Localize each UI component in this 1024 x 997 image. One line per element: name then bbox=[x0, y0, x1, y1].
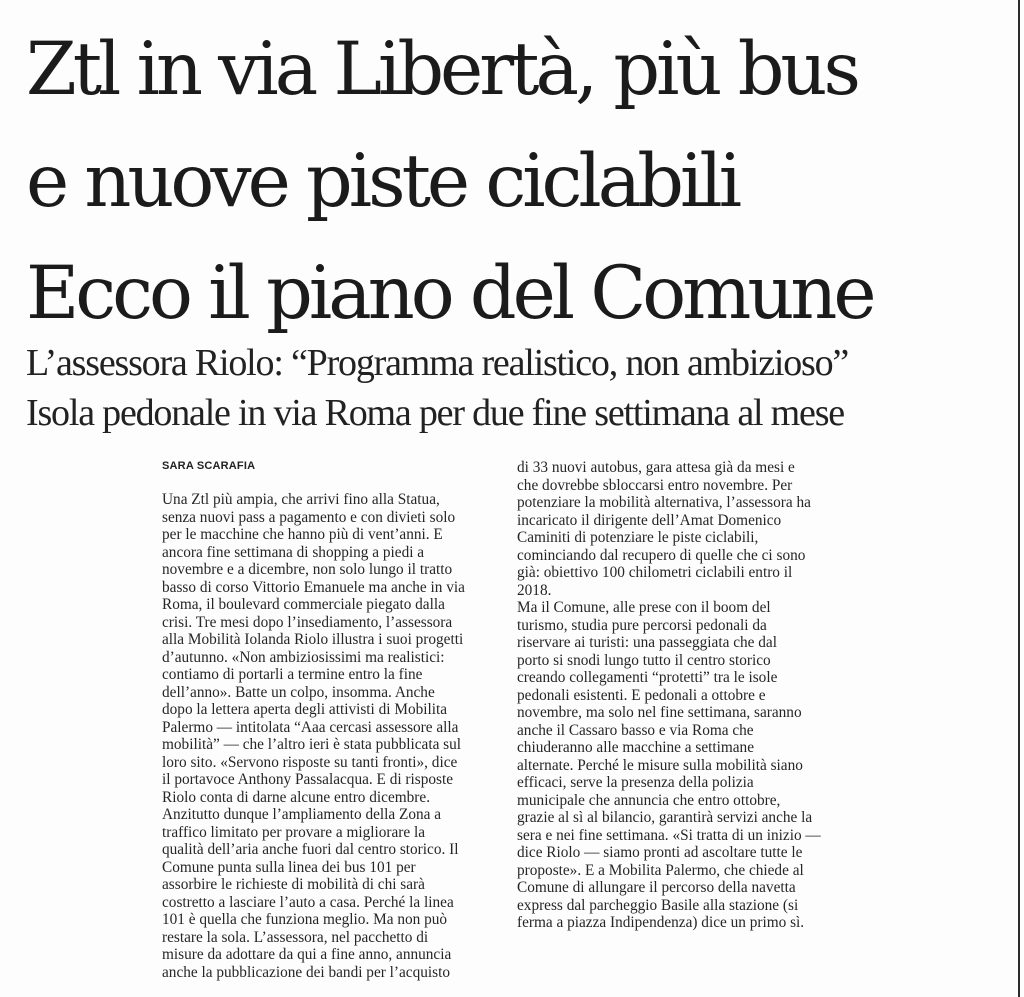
article-text-line: Riolo conta di darne alcune entro dicembre. bbox=[162, 788, 431, 806]
article-text-line: efficaci, serve la presenza della polizia bbox=[517, 774, 754, 791]
article-text-line: novembre e a dicembre, non solo lungo il tratto bbox=[162, 561, 453, 578]
subhead-line: Isola pedonale in via Roma per due fine settimana al mese bbox=[26, 392, 844, 434]
article-text-line: grazie al sì al bilancio, garantirà servizi anche la bbox=[517, 809, 813, 826]
article-text-line: turismo, studia pure percorsi pedonali da bbox=[517, 616, 767, 634]
article-text-line: cominciando dal recupero di quelle che ci sono bbox=[517, 546, 806, 564]
article-text-line: 101 è quella che funziona meglio. Ma non può bbox=[162, 911, 448, 928]
headline bbox=[26, 14, 1016, 350]
article-text-line: alla Mobilità Iolanda Riolo illustra i suoi progetti bbox=[162, 631, 464, 648]
article-text-line: anche la pubblicazione dei bandi per l’acquisto bbox=[162, 963, 450, 981]
article-text-line: riservare ai turisti: una passeggiata che dal bbox=[517, 634, 777, 651]
article-text-line: basso di corso Vittorio Emanuele ma anche in via bbox=[162, 578, 465, 596]
article-text-line: express dal parcheggio Basile alla stazione (si bbox=[517, 896, 799, 914]
article-text-line: d’autunno. «Non ambiziosissimi ma realistici: bbox=[162, 648, 445, 666]
headline-line: Ztl in via Libertà, più bus bbox=[26, 27, 857, 112]
subhead-line: L’assessora Riolo: “Programma realistico, non ambizioso” bbox=[26, 342, 849, 384]
article-text-line: dell’anno». Batte un colpo, insomma. Anche bbox=[162, 683, 435, 701]
article-text-line: 2018. bbox=[517, 581, 552, 599]
article-column-right bbox=[517, 459, 862, 932]
article-text-line: costretto a lasciare l’auto a casa. Perché la linea bbox=[162, 893, 454, 911]
article-text-line: sera e nei fine settimana. «Si tratta di un inizio — bbox=[517, 826, 821, 844]
article-text-line: restare la sola. L’assessora, nel pacchetto di bbox=[162, 928, 429, 946]
article-text-line: Anzitutto dunque l’ampliamento della Zona a bbox=[162, 806, 442, 823]
article-text-line: assorbire le richieste di mobilità di chi sarà bbox=[162, 876, 425, 893]
article-text-line: incaricato il dirigente dell’Amat Domenico bbox=[517, 511, 782, 529]
article-text-line: chiuderanno alle macchine a settimane bbox=[517, 739, 754, 756]
article-text-line: potenziare la mobilità alternativa, l’assessora ha bbox=[517, 494, 811, 511]
byline: SARA SCARAFIA bbox=[162, 460, 256, 472]
article-text-line: misure da adottare da qui a fine anno, annuncia bbox=[162, 946, 452, 963]
article-text-line: traffico limitato per provare a migliorare la bbox=[162, 823, 426, 841]
article-text-line: alternate. Perché le misure sulla mobilità siano bbox=[517, 756, 803, 774]
article-text-line: di 33 nuovi autobus, gara attesa già da mesi e bbox=[517, 459, 795, 476]
article-text-line: per le macchine che hanno più di vent’anni. E bbox=[162, 526, 443, 543]
article-text-line: loro sito. «Servono risposte su tanti fronti», dice bbox=[162, 753, 458, 771]
article-text-line: municipale che annuncia che entro ottobre, bbox=[517, 791, 781, 809]
article-text-line: Comune punta sulla linea dei bus 101 per bbox=[162, 858, 416, 876]
article-text-line: Comune di allungare il percorso della navetta bbox=[517, 879, 796, 896]
article-text-line: anche il Cassaro basso e via Roma che bbox=[517, 721, 754, 739]
article-text-line: Ma il Comune, alle prese con il boom del bbox=[517, 599, 771, 616]
article-column-left bbox=[162, 491, 507, 981]
article-text-line: il portavoce Anthony Passalacqua. E di risposte bbox=[162, 771, 454, 788]
article-text-line: porto si snodi lungo tutto il centro storico bbox=[517, 651, 771, 669]
article-text-line: crisi. Tre mesi dopo l’insediamento, l’assessora bbox=[162, 613, 453, 631]
article-text-line: che dovrebbe sbloccarsi entro novembre. Per bbox=[517, 476, 793, 494]
article-text-line: Caminiti di potenziare le piste ciclabili, bbox=[517, 529, 759, 546]
article-text-line: già: obiettivo 100 chilometri ciclabili entro il bbox=[517, 564, 793, 581]
article-text-line: qualità dell’aria anche fuori dal centro storico. Il bbox=[162, 841, 459, 858]
article-text-line: proposte». E a Mobilita Palermo, che chiede al bbox=[517, 861, 804, 879]
article-text-line: ancora fine settimana di shopping a piedi a bbox=[162, 543, 425, 561]
article-text-line: Una Ztl più ampia, che arrivi fino alla Statua, bbox=[162, 491, 440, 508]
article-text-line: mobilità” — che l’altro ieri è stata pubblicata sul bbox=[162, 736, 462, 753]
subheadline bbox=[26, 338, 1016, 438]
headline-line: e nuove piste ciclabili bbox=[26, 139, 739, 224]
article-text-line: dice Riolo — siamo pronti ad ascoltare tutte le bbox=[517, 844, 803, 861]
article-text-line: creando collegamenti “protetti” tra le isole bbox=[517, 669, 778, 686]
page-edge-rule bbox=[1018, 0, 1020, 997]
article-text-line: pedonali esistenti. E pedonali a ottobre e bbox=[517, 686, 766, 704]
article-text-line: Roma, il boulevard commerciale piegato dalla bbox=[162, 596, 445, 613]
article-text-line: ferma a piazza Indipendenza) dice un primo sì. bbox=[517, 914, 805, 931]
article-text-line: dopo la lettera aperta degli attivisti di Mobilita bbox=[162, 701, 448, 718]
article-text-line: contiamo di portarli a termine entro la fine bbox=[162, 666, 423, 683]
article-text-line: Palermo — intitolata “Aaa cercasi assessore alla bbox=[162, 718, 459, 736]
headline-line: Ecco il piano del Comune bbox=[26, 251, 873, 336]
article-text-line: senza nuovi pass a pagamento e con divieti solo bbox=[162, 508, 456, 526]
article-text-line: novembre, ma solo nel fine settimana, saranno bbox=[517, 704, 802, 721]
